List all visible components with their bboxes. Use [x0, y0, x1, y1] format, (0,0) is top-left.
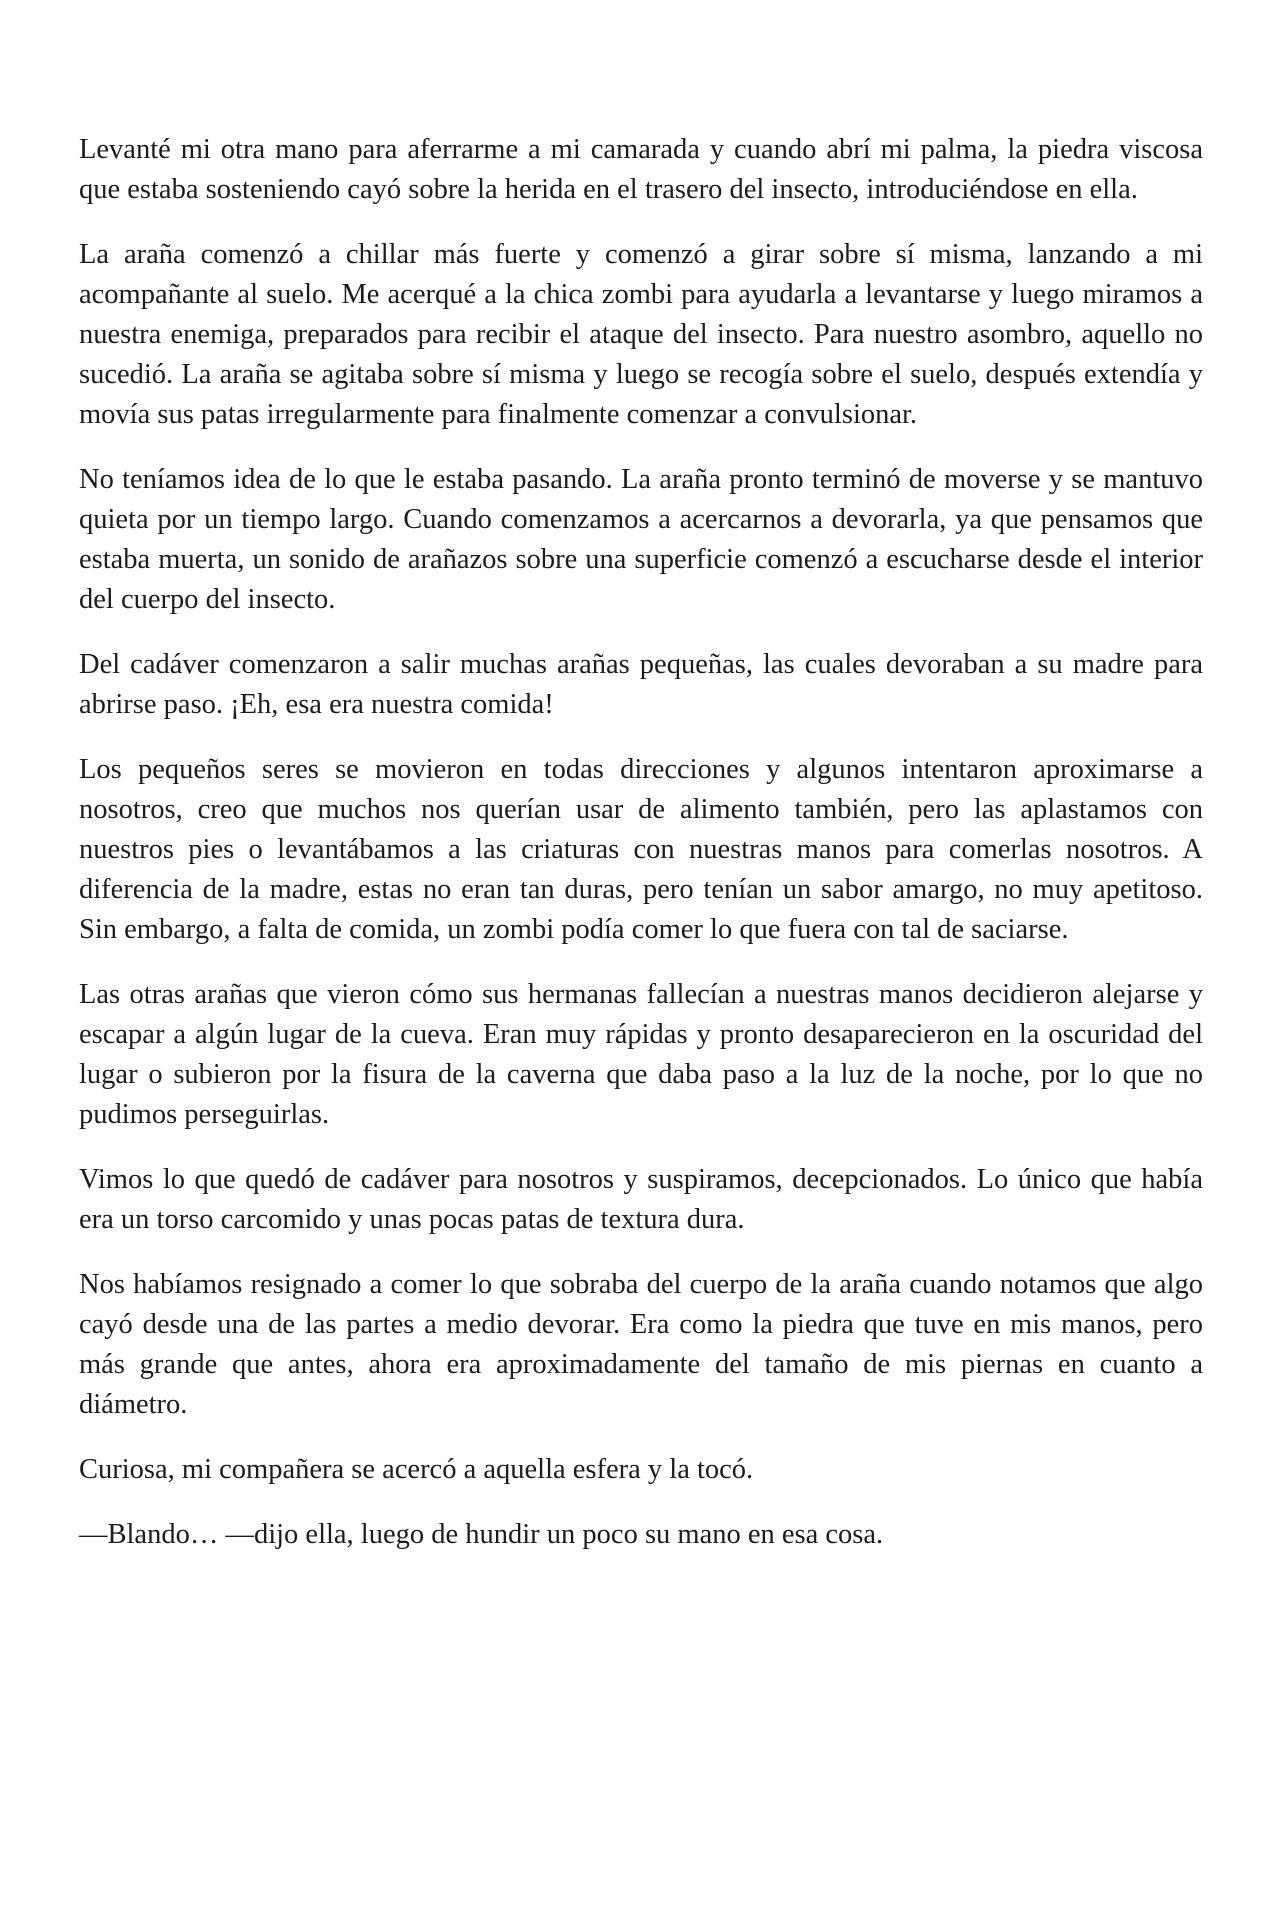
paragraph: Nos habíamos resignado a comer lo que sobraba del cuerpo de la araña cuando notamos que algo cayó desde una de las partes a medio devorar. Era como la piedra que tuve en mis manos, pero más grande que antes, ahora era aproximadamente del tamaño de mis piernas en cuanto a diámetro. — [79, 1269, 1203, 1420]
paragraph: No teníamos idea de lo que le estaba pasando. La araña pronto terminó de moverse y se mantuvo quieta por un tiempo largo. Cuando comenzamos a acercarnos a devorarla, ya que pensamos que estaba muerta, un sonido de arañazos sobre una superficie comenzó a escucharse desde el interior del cuerpo del insecto. — [79, 464, 1203, 615]
dialogue-line: —Blando… —dijo ella, luego de hundir un poco su mano en esa cosa. — [79, 1519, 884, 1550]
paragraph: Las otras arañas que vieron cómo sus hermanas fallecían a nuestras manos decidieron alejarse y escapar a algún lugar de la cueva. Eran muy rápidas y pronto desaparecieron en la oscuridad del lugar o subieron por la fisura de la caverna que daba paso a la luz de la noche, por lo que no pudimos perseguirlas. — [79, 979, 1203, 1130]
document-page — [79, 130, 1203, 1580]
paragraph: Los pequeños seres se movieron en todas direcciones y algunos intentaron aproximarse a nosotros, creo que muchos nos querían usar de alimento también, pero las aplastamos con nuestros pies o levantábamos a las criaturas con nuestras manos para comerlas nosotros. A diferencia de la madre, estas no eran tan duras, pero tenían un sabor amargo, no muy apetitoso. Sin embargo, a falta de comida, un zombi podía comer lo que fuera con tal de saciarse. — [79, 754, 1203, 945]
paragraph: Levanté mi otra mano para aferrarme a mi camarada y cuando abrí mi palma, la piedra viscosa que estaba sosteniendo cayó sobre la herida en el trasero del insecto, introduciéndose en ella. — [79, 134, 1203, 205]
paragraph: La araña comenzó a chillar más fuerte y comenzó a girar sobre sí misma, lanzando a mi acompañante al suelo. Me acerqué a la chica zombi para ayudarla a levantarse y luego miramos a nuestra enemiga, preparados para recibir el ataque del insecto. Para nuestro asombro, aquello no sucedió. La araña se agitaba sobre sí misma y luego se recogía sobre el suelo, después extendía y movía sus patas irregularmente para finalmente comenzar a convulsionar. — [79, 239, 1203, 430]
paragraph: Curiosa, mi compañera se acercó a aquella esfera y la tocó. — [79, 1454, 754, 1485]
paragraph: Del cadáver comenzaron a salir muchas arañas pequeñas, las cuales devoraban a su madre para abrirse paso. ¡Eh, esa era nuestra comida! — [79, 649, 1203, 720]
paragraph: Vimos lo que quedó de cadáver para nosotros y suspiramos, decepcionados. Lo único que había era un torso carcomido y unas pocas patas de textura dura. — [79, 1164, 1203, 1235]
